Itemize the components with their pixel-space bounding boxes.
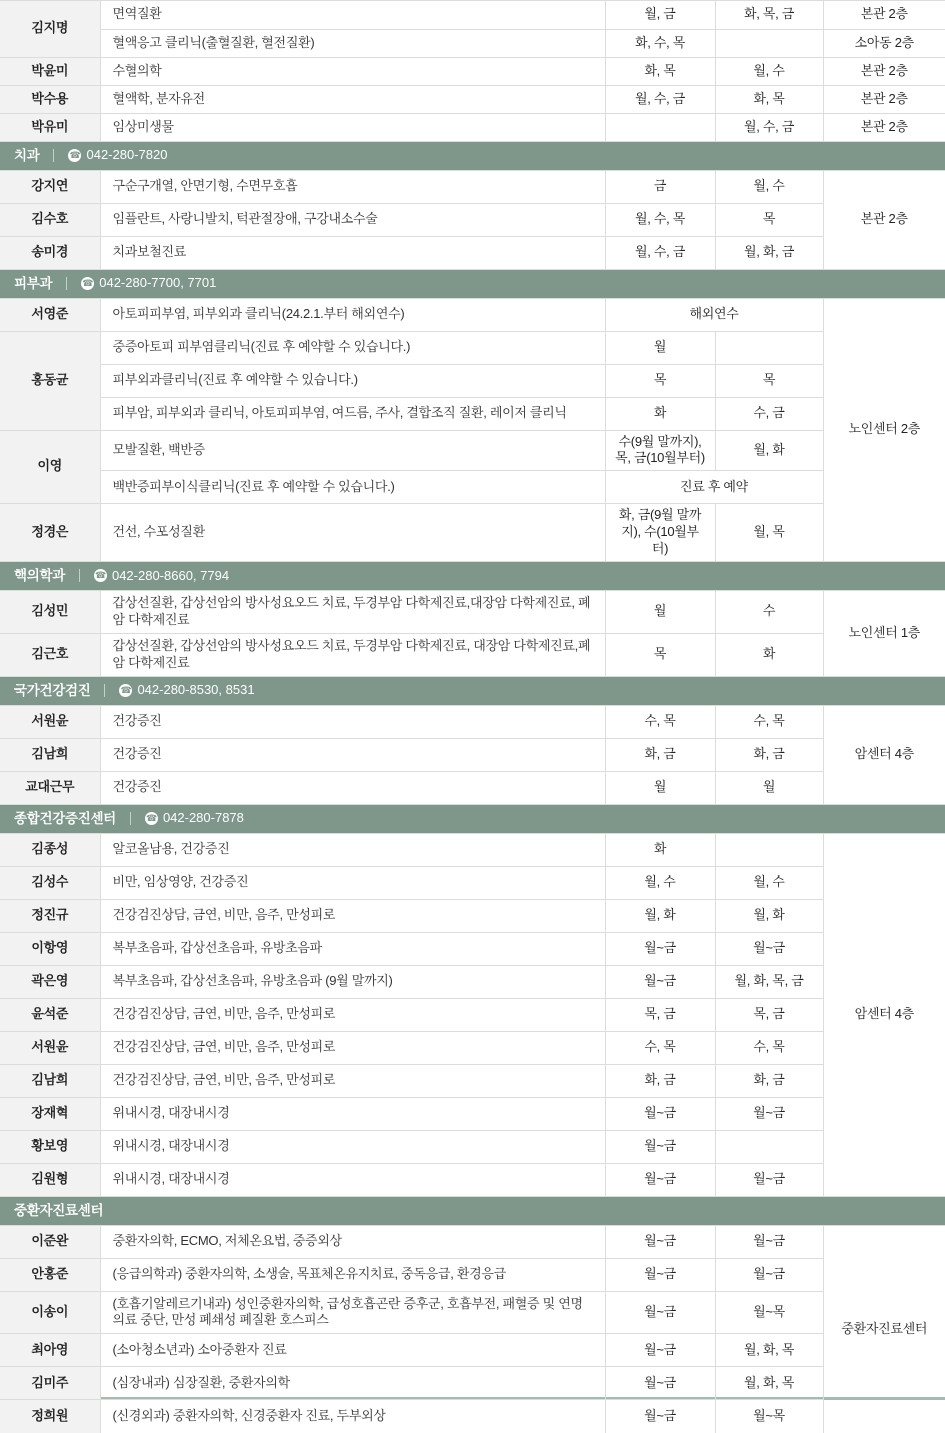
pm-schedule-cell: 월, 화 xyxy=(715,430,823,471)
doctor-name-cell: 김근호 xyxy=(0,633,100,676)
section-title: 중환자진료센터 xyxy=(14,1202,104,1218)
section-phone-group xyxy=(81,275,216,292)
specialty-cell: 갑상선질환, 갑상선암의 방사성요오드 치료, 두경부암 다학제진료, 대장암 다학제진료,폐암 다학제진료 xyxy=(100,633,605,676)
section-header-cell xyxy=(0,804,945,833)
location-cell: 암센터 4층 xyxy=(823,705,945,804)
phone-icon: ☎ xyxy=(145,813,157,823)
am-schedule-cell: 월 xyxy=(605,771,715,804)
specialty-cell: (신경외과) 중환자의학, 신경중환자 진료, 두부외상 xyxy=(100,1400,605,1433)
doctor-name-cell: 황보영 xyxy=(0,1130,100,1163)
am-schedule-cell: 화 xyxy=(605,833,715,866)
pm-schedule-cell: 월, 화 xyxy=(715,899,823,932)
phone-icon: ☎ xyxy=(82,277,94,288)
location-cell: 중환자진료센터 xyxy=(823,1225,945,1433)
pm-schedule-cell: 목, 금 xyxy=(715,998,823,1031)
section-header-cell xyxy=(0,141,945,170)
specialty-cell: 중증아토피 피부염클리닉(진료 후 예약할 수 있습니다.) xyxy=(100,331,605,364)
location-cell: 소아동 2층 xyxy=(823,29,945,57)
am-schedule-cell: 금 xyxy=(605,170,715,203)
pm-schedule-cell: 월~금 xyxy=(715,932,823,965)
am-schedule-cell: 월~금 xyxy=(605,1163,715,1196)
header-divider xyxy=(53,149,54,162)
table-row xyxy=(0,633,945,676)
am-schedule-cell: 월~금 xyxy=(605,1225,715,1258)
table-row xyxy=(0,771,945,804)
specialty-cell: 건강증진 xyxy=(100,705,605,738)
doctor-name-cell: 최아영 xyxy=(0,1334,100,1367)
specialty-cell: (심장내과) 심장질환, 중환자의학 xyxy=(100,1367,605,1400)
pm-schedule-cell: 화, 금 xyxy=(715,738,823,771)
section-phone-group xyxy=(119,682,254,699)
doctor-name-cell: 홍동균 xyxy=(0,331,100,430)
doctor-name-cell: 김지명 xyxy=(0,1,100,57)
pm-schedule-cell xyxy=(715,833,823,866)
header-divider xyxy=(66,277,67,290)
section-phone-number: 042-280-8530, 8531 xyxy=(137,682,255,698)
pm-schedule-cell: 월 xyxy=(715,771,823,804)
section-header-row xyxy=(0,804,945,833)
doctor-name-cell: 곽은영 xyxy=(0,965,100,998)
doctor-name-cell: 이영 xyxy=(0,430,100,504)
pm-schedule-cell: 월~금 xyxy=(715,1163,823,1196)
pm-schedule-cell: 월~금 xyxy=(715,1258,823,1291)
doctor-name-cell: 이송이 xyxy=(0,1291,100,1334)
specialty-cell: 혈액응고 클리닉(출혈질환, 혈전질환) xyxy=(100,29,605,57)
table-row xyxy=(0,430,945,471)
location-cell: 본관 2층 xyxy=(823,113,945,141)
am-schedule-cell: 월~금 xyxy=(605,1367,715,1400)
table-row xyxy=(0,1,945,29)
am-schedule-cell: 월 xyxy=(605,590,715,633)
table-row xyxy=(0,471,945,504)
table-row xyxy=(0,705,945,738)
pm-schedule-cell: 월~금 xyxy=(715,1097,823,1130)
am-schedule-cell: 목, 금 xyxy=(605,998,715,1031)
pm-schedule-cell: 월, 수 xyxy=(715,170,823,203)
doctor-name-cell: 김남희 xyxy=(0,1064,100,1097)
section-phone-number: 042-280-7700, 7701 xyxy=(99,275,217,291)
doctor-name-cell: 정경은 xyxy=(0,504,100,562)
doctor-name-cell: 김미주 xyxy=(0,1367,100,1400)
pm-schedule-cell: 화 xyxy=(715,633,823,676)
pm-schedule-cell: 목 xyxy=(715,203,823,236)
am-schedule-cell: 화 xyxy=(605,397,715,430)
section-title: 피부과 xyxy=(14,275,53,291)
doctor-name-cell: 서원윤 xyxy=(0,705,100,738)
location-cell: 노인센터 2층 xyxy=(823,298,945,561)
table-row xyxy=(0,1334,945,1367)
header-divider xyxy=(104,684,105,697)
doctor-name-cell: 김원형 xyxy=(0,1163,100,1196)
specialty-cell: (응급의학과) 중환자의학, 소생술, 목표체온유지치료, 중독응급, 환경응급 xyxy=(100,1258,605,1291)
table-row xyxy=(0,29,945,57)
am-schedule-cell: 목 xyxy=(605,633,715,676)
section-phone-group xyxy=(145,810,244,827)
specialty-cell: 피부암, 피부외과 클리닉, 아토피피부염, 여드름, 주사, 결합조직 질환, 레이저 클리닉 xyxy=(100,397,605,430)
table-row xyxy=(0,1225,945,1258)
specialty-cell: 비만, 임상영양, 건강증진 xyxy=(100,866,605,899)
schedule-merged-cell: 해외연수 xyxy=(605,298,823,331)
am-schedule-cell: 화, 금 xyxy=(605,738,715,771)
pm-schedule-cell: 월, 화, 목 xyxy=(715,1367,823,1400)
section-phone-number: 042-280-7820 xyxy=(86,147,168,163)
am-schedule-cell: 월~금 xyxy=(605,1291,715,1334)
phone-icon: ☎ xyxy=(95,570,106,581)
specialty-cell: 임플란트, 사랑니발치, 턱관절장애, 구강내소수술 xyxy=(100,203,605,236)
specialty-cell: 복부초음파, 갑상선초음파, 유방초음파 xyxy=(100,932,605,965)
pm-schedule-cell: 월~금 xyxy=(715,1225,823,1258)
phone-icon: ☎ xyxy=(69,149,81,160)
doctor-name-cell: 서영준 xyxy=(0,298,100,331)
am-schedule-cell: 화, 금(9월 말까지), 수(10월부터) xyxy=(605,504,715,562)
pm-schedule-cell: 수, 목 xyxy=(715,1031,823,1064)
am-schedule-cell xyxy=(605,113,715,141)
doctor-name-cell: 윤석준 xyxy=(0,998,100,1031)
table-row xyxy=(0,899,945,932)
table-row xyxy=(0,504,945,562)
specialty-cell: 건선, 수포성질환 xyxy=(100,504,605,562)
pm-schedule-cell: 월, 목 xyxy=(715,504,823,562)
table-row xyxy=(0,1130,945,1163)
doctor-name-cell: 송미경 xyxy=(0,236,100,269)
specialty-cell: 면역질환 xyxy=(100,1,605,29)
am-schedule-cell: 월~금 xyxy=(605,1334,715,1367)
specialty-cell: 혈액학, 분자유전 xyxy=(100,85,605,113)
specialty-cell: 건강검진상담, 금연, 비만, 음주, 만성피로 xyxy=(100,1064,605,1097)
doctor-name-cell: 박유미 xyxy=(0,113,100,141)
pm-schedule-cell: 월, 화, 목, 금 xyxy=(715,965,823,998)
doctor-name-cell: 안홍준 xyxy=(0,1258,100,1291)
section-phone-group xyxy=(94,568,229,585)
location-cell: 본관 2층 xyxy=(823,1,945,29)
section-title: 국가건강검진 xyxy=(14,682,91,698)
doctor-name-cell: 교대근무 xyxy=(0,771,100,804)
pm-schedule-cell xyxy=(715,1130,823,1163)
table-row xyxy=(0,397,945,430)
table-row xyxy=(0,932,945,965)
doctor-name-cell: 이준완 xyxy=(0,1225,100,1258)
am-schedule-cell: 목 xyxy=(605,364,715,397)
am-schedule-cell: 월~금 xyxy=(605,1097,715,1130)
specialty-cell: 복부초음파, 갑상선초음파, 유방초음파 (9월 말까지) xyxy=(100,965,605,998)
table-row xyxy=(0,1097,945,1130)
table-row xyxy=(0,170,945,203)
pm-schedule-cell: 월, 화, 금 xyxy=(715,236,823,269)
doctor-name-cell: 박윤미 xyxy=(0,57,100,85)
pm-schedule-cell xyxy=(715,29,823,57)
pm-schedule-cell xyxy=(715,331,823,364)
section-header-row xyxy=(0,676,945,705)
section-header-row xyxy=(0,1196,945,1225)
section-header-row xyxy=(0,561,945,590)
pm-schedule-cell: 월, 수 xyxy=(715,866,823,899)
am-schedule-cell: 월~금 xyxy=(605,1258,715,1291)
specialty-cell: 건강증진 xyxy=(100,738,605,771)
schedule-merged-cell: 진료 후 예약 xyxy=(605,471,823,504)
doctor-name-cell: 강지연 xyxy=(0,170,100,203)
specialty-cell: 치과보철진료 xyxy=(100,236,605,269)
am-schedule-cell: 월, 화 xyxy=(605,899,715,932)
am-schedule-cell: 월, 수, 금 xyxy=(605,236,715,269)
table-row xyxy=(0,998,945,1031)
am-schedule-cell: 월 xyxy=(605,331,715,364)
am-schedule-cell: 화, 목 xyxy=(605,57,715,85)
location-cell: 본관 2층 xyxy=(823,85,945,113)
table-row xyxy=(0,113,945,141)
doctor-name-cell: 서원윤 xyxy=(0,1031,100,1064)
pm-schedule-cell: 월, 수 xyxy=(715,57,823,85)
specialty-cell: 건강증진 xyxy=(100,771,605,804)
pm-schedule-cell: 화, 목, 금 xyxy=(715,1,823,29)
table-row xyxy=(0,331,945,364)
table-row xyxy=(0,1400,945,1433)
pm-schedule-cell: 수, 목 xyxy=(715,705,823,738)
specialty-cell: (호흡기알레르기내과) 성인중환자의학, 급성호흡곤란 증후군, 호흡부전, 패혈증 및 연명의료 중단, 만성 폐쇄성 폐질환 호스피스 xyxy=(100,1291,605,1334)
am-schedule-cell: 화, 금 xyxy=(605,1064,715,1097)
doctor-name-cell: 정진규 xyxy=(0,899,100,932)
specialty-cell: 건강검진상담, 금연, 비만, 음주, 만성피로 xyxy=(100,899,605,932)
am-schedule-cell: 화, 수, 목 xyxy=(605,29,715,57)
section-phone-number: 042-280-8660, 7794 xyxy=(111,567,230,583)
table-row xyxy=(0,85,945,113)
am-schedule-cell: 수, 목 xyxy=(605,705,715,738)
section-title: 종합건강증진센터 xyxy=(14,810,116,826)
location-cell: 본관 2층 xyxy=(823,57,945,85)
table-row xyxy=(0,298,945,331)
specialty-cell: 건강검진상담, 금연, 비만, 음주, 만성피로 xyxy=(100,1031,605,1064)
table-row xyxy=(0,203,945,236)
section-header-row xyxy=(0,141,945,170)
phone-icon: ☎ xyxy=(120,685,132,695)
pm-schedule-cell: 수 xyxy=(715,590,823,633)
doctor-name-cell: 김성민 xyxy=(0,590,100,633)
section-header-cell xyxy=(0,1196,945,1225)
doctor-name-cell: 김종성 xyxy=(0,833,100,866)
specialty-cell: 위내시경, 대장내시경 xyxy=(100,1163,605,1196)
specialty-cell: 알코올남용, 건강증진 xyxy=(100,833,605,866)
section-header-row xyxy=(0,269,945,298)
specialty-cell: 구순구개열, 안면기형, 수면무호흡 xyxy=(100,170,605,203)
section-title: 핵의학과 xyxy=(14,568,65,584)
doctor-name-cell: 장재혁 xyxy=(0,1097,100,1130)
specialty-cell: 수혈의학 xyxy=(100,57,605,85)
specialty-cell: 피부외과클리닉(진료 후 예약할 수 있습니다.) xyxy=(100,364,605,397)
table-row xyxy=(0,1031,945,1064)
specialty-cell: 건강검진상담, 금연, 비만, 음주, 만성피로 xyxy=(100,998,605,1031)
am-schedule-cell: 수, 목 xyxy=(605,1031,715,1064)
table-row xyxy=(0,236,945,269)
pm-schedule-cell: 월, 화, 목 xyxy=(715,1334,823,1367)
schedule-table-body xyxy=(0,1,945,1433)
doctor-name-cell: 정희원 xyxy=(0,1400,100,1433)
location-cell: 본관 2층 xyxy=(823,170,945,269)
doctor-name-cell: 이항영 xyxy=(0,932,100,965)
section-phone-number: 042-280-7878 xyxy=(162,810,244,826)
table-row xyxy=(0,1064,945,1097)
location-cell: 노인센터 1층 xyxy=(823,590,945,676)
am-schedule-cell: 월~금 xyxy=(605,1400,715,1433)
table-row xyxy=(0,1367,945,1400)
am-schedule-cell: 월, 수, 목 xyxy=(605,203,715,236)
doctor-name-cell: 김남희 xyxy=(0,738,100,771)
location-cell: 암센터 4층 xyxy=(823,833,945,1196)
table-row xyxy=(0,1163,945,1196)
specialty-cell: (소아청소년과) 소아중환자 진료 xyxy=(100,1334,605,1367)
doctor-name-cell: 김수호 xyxy=(0,203,100,236)
am-schedule-cell: 월, 수 xyxy=(605,866,715,899)
am-schedule-cell: 월~금 xyxy=(605,965,715,998)
pm-schedule-cell: 월, 수, 금 xyxy=(715,113,823,141)
section-title: 치과 xyxy=(14,147,40,163)
am-schedule-cell: 월~금 xyxy=(605,1130,715,1163)
pm-schedule-cell: 월~목 xyxy=(715,1291,823,1334)
section-header-cell xyxy=(0,676,945,705)
doctor-name-cell: 박수용 xyxy=(0,85,100,113)
pm-schedule-cell: 화, 금 xyxy=(715,1064,823,1097)
specialty-cell: 모발질환, 백반증 xyxy=(100,430,605,471)
section-header-cell xyxy=(0,561,945,590)
table-row xyxy=(0,866,945,899)
header-divider xyxy=(130,812,131,825)
specialty-cell: 중환자의학, ECMO, 저체온요법, 중증외상 xyxy=(100,1225,605,1258)
am-schedule-cell: 월, 수, 금 xyxy=(605,85,715,113)
table-row xyxy=(0,364,945,397)
doctor-schedule-table xyxy=(0,1,945,1433)
table-row xyxy=(0,1291,945,1334)
am-schedule-cell: 수(9월 말까지), 목, 금(10월부터) xyxy=(605,430,715,471)
table-row xyxy=(0,738,945,771)
doctor-name-cell: 김성수 xyxy=(0,866,100,899)
pm-schedule-cell: 수, 금 xyxy=(715,397,823,430)
table-row xyxy=(0,965,945,998)
header-divider xyxy=(79,569,80,582)
am-schedule-cell: 월, 금 xyxy=(605,1,715,29)
specialty-cell: 위내시경, 대장내시경 xyxy=(100,1097,605,1130)
specialty-cell: 임상미생물 xyxy=(100,113,605,141)
table-row xyxy=(0,57,945,85)
specialty-cell: 위내시경, 대장내시경 xyxy=(100,1130,605,1163)
pm-schedule-cell: 월~목 xyxy=(715,1400,823,1433)
section-header-cell xyxy=(0,269,945,298)
section-phone-group xyxy=(68,147,167,164)
table-row xyxy=(0,1258,945,1291)
specialty-cell: 아토피피부염, 피부외과 클리닉(24.2.1.부터 해외연수) xyxy=(100,298,605,331)
pm-schedule-cell: 화, 목 xyxy=(715,85,823,113)
table-row xyxy=(0,590,945,633)
pm-schedule-cell: 목 xyxy=(715,364,823,397)
specialty-cell: 백반증피부이식클리닉(진료 후 예약할 수 있습니다.) xyxy=(100,471,605,504)
specialty-cell: 갑상선질환, 갑상선암의 방사성요오드 치료, 두경부암 다학제진료,대장암 다학제진료, 폐암 다학제진료 xyxy=(100,590,605,633)
am-schedule-cell: 월~금 xyxy=(605,932,715,965)
table-row xyxy=(0,833,945,866)
